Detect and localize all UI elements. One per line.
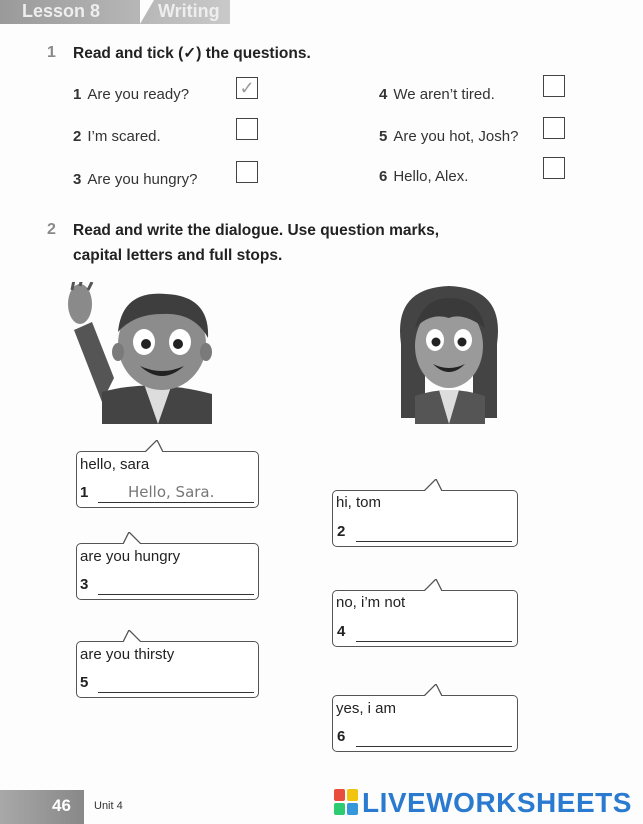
girl-illustration: [393, 284, 505, 424]
exercise-1-number: 1: [47, 44, 56, 61]
question-text: We aren’t tired.: [393, 86, 495, 103]
question-text: Are you hungry?: [87, 171, 198, 188]
bubble-number-5: 5: [80, 674, 89, 691]
speech-bubble-tail: [123, 532, 141, 544]
tick-box-3[interactable]: [236, 161, 258, 183]
question-number: 1: [73, 86, 82, 103]
speech-bubble-tail: [424, 479, 442, 491]
question-number: 4: [379, 86, 388, 103]
exercise-1-instruction: Read and tick (✓) the questions.: [73, 45, 311, 62]
question-3: [73, 171, 197, 188]
answer-field-3[interactable]: [98, 575, 254, 595]
answer-field-2[interactable]: [356, 522, 512, 542]
page-number: 46: [52, 796, 71, 815]
footer-band: [0, 790, 84, 824]
bubble-prompt-2: hi, tom: [336, 494, 382, 511]
question-number: 3: [73, 171, 82, 188]
answer-field-6[interactable]: [356, 727, 512, 747]
speech-bubble-tail: [424, 684, 442, 696]
bubble-number-3: 3: [80, 576, 89, 593]
tick-box-1[interactable]: ✓: [236, 77, 258, 99]
tick-box-4[interactable]: [543, 75, 565, 97]
question-number: 2: [73, 128, 82, 145]
answer-field-1[interactable]: Hello, Sara.: [98, 483, 254, 503]
question-5: [379, 128, 518, 145]
exercise-2-number: 2: [47, 221, 56, 238]
liveworksheets-logo-icon: [334, 789, 358, 815]
speech-bubble-tail: [145, 440, 163, 452]
bubble-prompt-4: no, i’m not: [336, 594, 406, 611]
speech-bubble-tail: [123, 630, 141, 642]
question-text: I’m scared.: [87, 128, 161, 145]
lesson-title: Lesson 8: [22, 1, 101, 21]
boy-waving-illustration: [62, 282, 232, 424]
tick-box-2[interactable]: [236, 118, 258, 140]
exercise-2-instruction-line1: Read and write the dialogue. Use question marks,: [73, 222, 440, 239]
bubble-number-1: 1: [80, 484, 89, 501]
question-2: [73, 128, 161, 145]
tick-box-5[interactable]: [543, 117, 565, 139]
answer-field-5[interactable]: [98, 673, 254, 693]
brand-name[interactable]: LIVEWORKSHEETS: [362, 787, 632, 818]
bubble-prompt-3: are you hungry: [80, 548, 181, 565]
question-4: [379, 86, 495, 103]
bubble-prompt-1: hello, sara: [80, 456, 150, 473]
bubble-prompt-5: are you thirsty: [80, 646, 175, 663]
question-6: [379, 168, 468, 185]
question-text: Are you hot, Josh?: [393, 128, 519, 145]
question-number: 6: [379, 168, 388, 185]
tick-box-6[interactable]: [543, 157, 565, 179]
answer-field-4[interactable]: [356, 622, 512, 642]
question-text: Hello, Alex.: [393, 168, 469, 185]
unit-label: Unit 4: [94, 800, 123, 812]
question-number: 5: [379, 128, 388, 145]
exercise-2-instruction-line2: capital letters and full stops.: [73, 247, 283, 264]
bubble-prompt-6: yes, i am: [336, 700, 397, 717]
bubble-number-4: 4: [337, 623, 346, 640]
speech-bubble-tail: [424, 579, 442, 591]
bubble-number-2: 2: [337, 523, 346, 540]
bubble-number-6: 6: [337, 728, 346, 745]
section-title: Writing: [158, 1, 220, 21]
header-notch: [140, 0, 154, 24]
question-1: [73, 86, 189, 103]
question-text: Are you ready?: [87, 86, 190, 103]
